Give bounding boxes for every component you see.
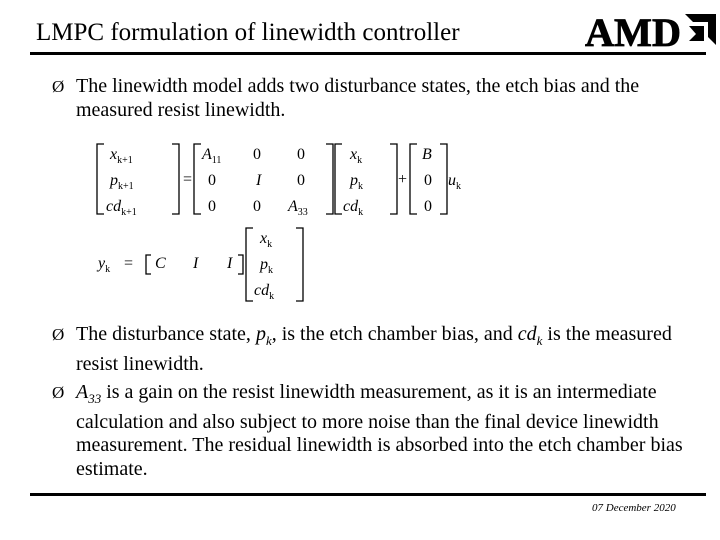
svg-text:0: 0 xyxy=(297,172,305,189)
bullet-marker: Ø xyxy=(52,325,65,344)
equals-sign: = xyxy=(183,171,193,188)
svg-text:0: 0 xyxy=(208,172,216,189)
svg-text:C: C xyxy=(155,255,166,272)
svg-text:cdk: $cd_k$ xyxy=(254,282,275,302)
svg-text:cdk: $cd_k$ xyxy=(343,198,364,218)
svg-text:yk: $y_k$ xyxy=(98,255,111,275)
svg-text:A11: $A_{11}$ xyxy=(202,146,222,166)
svg-text:pk+1: $p_{k+1}$ xyxy=(110,172,134,192)
svg-text:xk: $x_k$ xyxy=(350,146,363,166)
svg-text:=: = xyxy=(124,255,134,272)
svg-text:B: B xyxy=(422,146,432,163)
svg-text:0: 0 xyxy=(424,198,432,215)
svg-text:pk: $p_k$ xyxy=(350,172,363,192)
svg-text:xk: $x_k$ xyxy=(260,230,273,250)
svg-text:pk: $p_k$ xyxy=(260,256,273,276)
svg-text:xk+1: $x_{k+1}$ xyxy=(110,146,133,166)
bullet-text: The disturbance state, $p_k$, is the etch chamber bias, and $cd_k$ is the measured resist linewidth. xyxy=(76,323,672,375)
bullet-marker: Ø xyxy=(52,383,65,402)
bullet-marker: Ø xyxy=(52,77,65,96)
slide-title: LMPC formulation of linewidth controller xyxy=(36,19,460,46)
footer-rule xyxy=(30,493,706,496)
svg-text:I: I xyxy=(256,172,262,189)
svg-text:0: 0 xyxy=(253,146,261,163)
bullet-text: The linewidth model adds two disturbance states, the etch bias and the measured resist linewidth. xyxy=(76,75,640,121)
state-space-equation xyxy=(90,138,480,308)
svg-text:A33: $A_{33}$ xyxy=(288,198,308,218)
svg-text:0: 0 xyxy=(297,146,305,163)
plus-sign: + xyxy=(398,171,408,188)
svg-text:uk: $u_k$ xyxy=(448,172,461,192)
svg-text:cdk+1: $cd_{k+1}$ xyxy=(106,198,137,218)
svg-text:0: 0 xyxy=(424,172,432,189)
logo-wordmark: AMD xyxy=(585,10,681,52)
bullet-text: $A_{33}$ is a gain on the resist linewidth measurement, as it is an intermediate calculation and also subject to more noise than the final device linewidth measurement. The residual linewidth is absorbed into the etch chamber bias estimate. xyxy=(76,381,683,480)
footer-date: 07 December 2020 xyxy=(592,502,676,514)
amd-logo xyxy=(585,10,720,52)
header-rule xyxy=(30,52,706,55)
amd-arrow-icon xyxy=(685,14,716,45)
svg-text:I: I xyxy=(227,255,233,272)
svg-text:0: 0 xyxy=(208,198,216,215)
svg-text:I: I xyxy=(193,255,199,272)
svg-text:0: 0 xyxy=(253,198,261,215)
